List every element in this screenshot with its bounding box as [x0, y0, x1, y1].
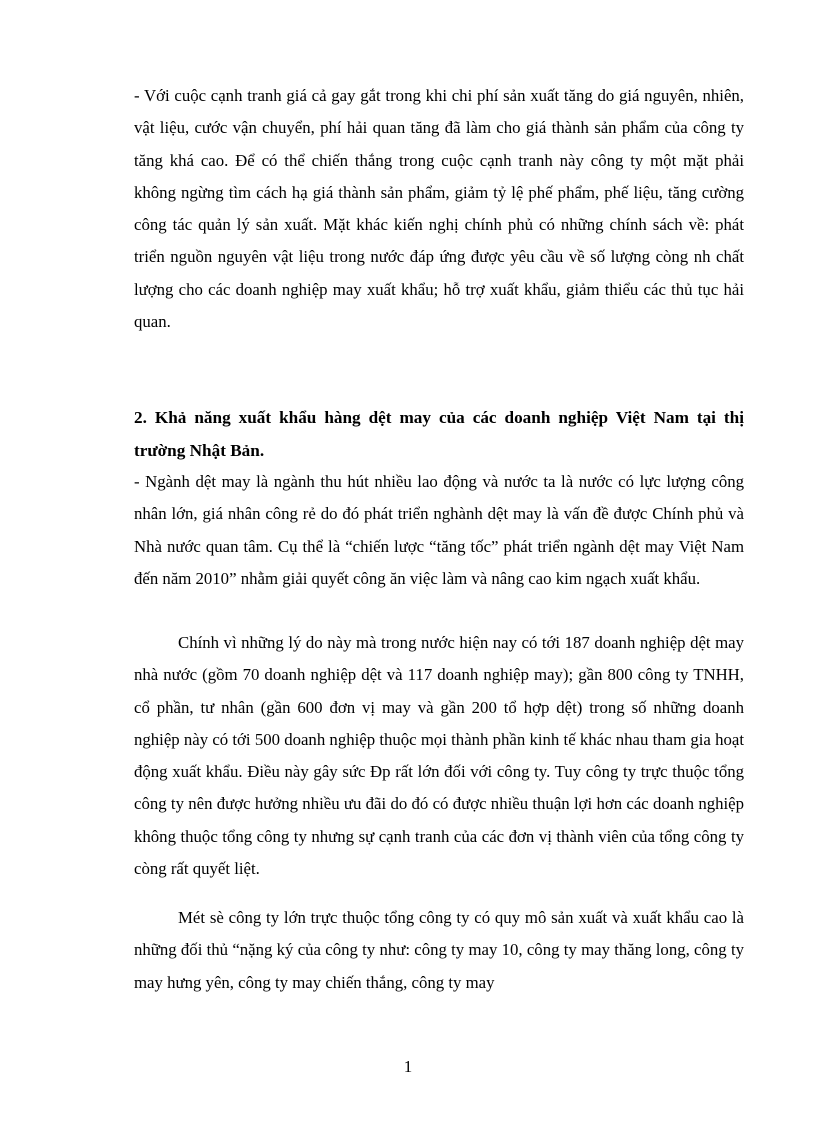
paragraph-competitors: Mét sè công ty lớn trực thuộc tổng công ty có quy mô sản xuất và xuất khẩu cao là những đối thủ “nặng ký của công ty như: công ty may 10, công ty may thăng long, công ty may hưng yên, công ty may chiến thắng, công ty may	[134, 908, 744, 992]
paragraph-textile-industry: - Ngành dệt may là ngành thu hút nhiều lao động và nước ta là nước có lực lượng công nhân lớn, giá nhân công rẻ do đó phát triển nghành dệt may là vấn đề được Chính phủ và Nhà nước quan tâm. Cụ thể là “chiến lược “tăng tốc” phát triển ngành dệt may Việt Nam đến năm 2010” nhằm giải quyết công ăn việc làm và nâng cao kim ngạch xuất khẩu.	[134, 472, 744, 588]
section-heading: 2. Khả năng xuất khẩu hàng dệt may của các doanh nghiệp Việt Nam tại thị trường Nhật Bản.	[134, 408, 744, 460]
paragraph-enterprise-count: Chính vì những lý do này mà trong nước hiện nay có tới 187 doanh nghiệp dệt may nhà nước (gồm 70 doanh nghiệp dệt và 117 doanh nghiệp may); gần 800 công ty TNHH, cổ phần, tư nhân (gần 600 đơn vị may và gần 200 tổ hợp dệt) trong số những doanh nghiệp này có tới 500 doanh nghiệp thuộc mọi thành phần kinh tế khác nhau tham gia hoạt động xuất khẩu. Điều này gây sức Ðp rất lớn đối với công ty. Tuy công ty trực thuộc tổng công ty nên được hưởng nhiều ưu đãi do đó có được nhiều thuận lợi hơn các doanh nghiệp không thuộc tổng công ty nhưng sự cạnh tranh của các đơn vị thành viên của tổng công ty còng rất quyết liệt.	[134, 633, 744, 879]
page-number: 1	[403, 1057, 413, 1076]
paragraph-price-competition: - Với cuộc cạnh tranh giá cả gay gắt trong khi chi phí sản xuất tăng do giá nguyên, nhiên, vật liệu, cước vận chuyển, phí hải quan tăng đã làm cho giá thành sản phẩm của công ty tăng khá cao. Để có thể chiến thắng trong cuộc cạnh tranh này công ty một mặt phải không ngừng tìm cách hạ giá thành sản phẩm, giảm tỷ lệ phế phẩm, phế liệu, tăng cường công tác quản lý sản xuất. Mặt khác kiến nghị chính phủ có những chính sách về: phát triển nguồn nguyên vật liệu trong nước đáp ứng được yêu cầu về số lượng còng nh chất lượng cho các doanh nghiệp may xuất khẩu; hỗ trợ xuất khẩu, giảm thiểu các thủ tục hải quan.	[134, 86, 744, 332]
